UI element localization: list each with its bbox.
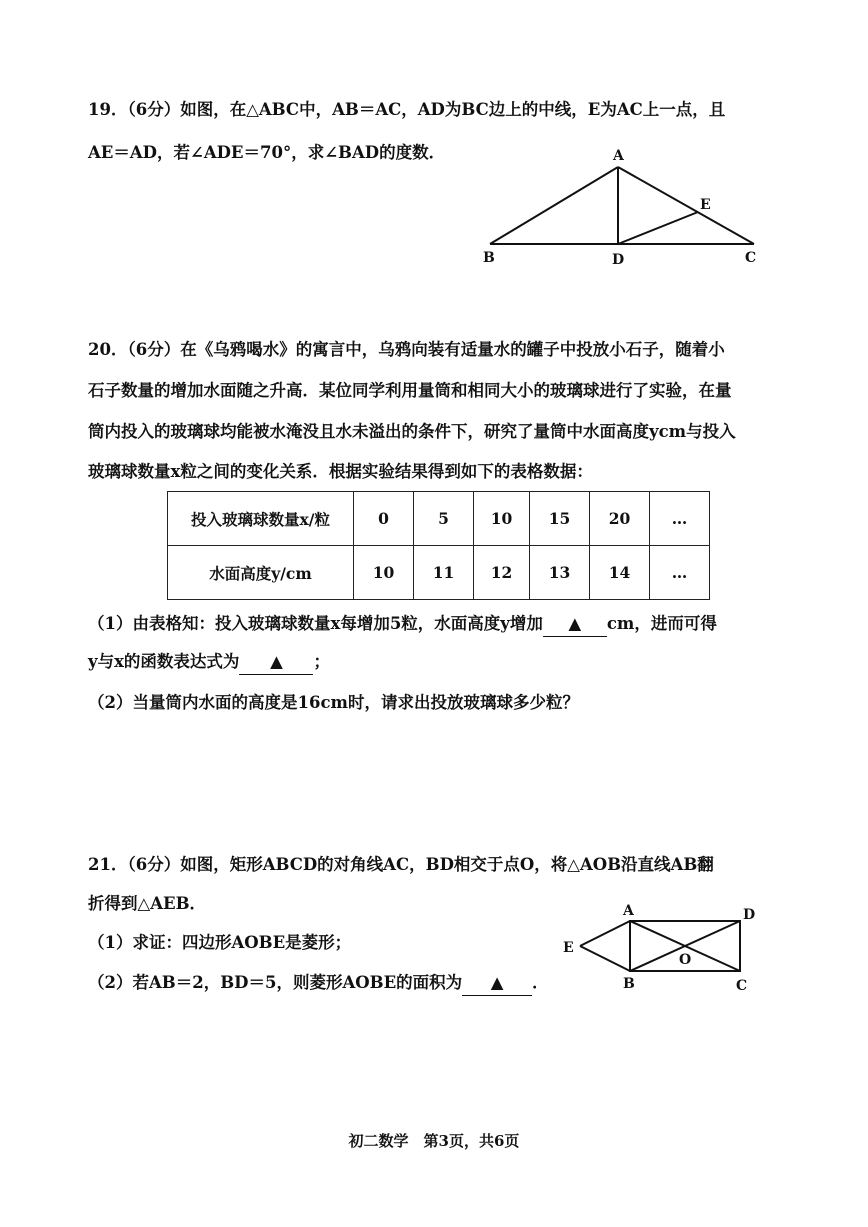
point-b-label: B — [623, 976, 635, 992]
table-cell: 0 — [354, 492, 414, 546]
point-d-label: D — [743, 907, 756, 923]
table-cell: 10 — [474, 492, 530, 546]
q20-line-2: 石子数量的增加水面随之升高．某位同学利用量筒和相同大小的玻璃球进行了实验，在量 — [88, 381, 732, 400]
answer-blank: ▲ — [462, 971, 532, 996]
table-header-y: 水面高度y/cm — [168, 546, 354, 600]
q20-part-2: （2）当量筒内水面的高度是16cm时，请求出投放玻璃球多少粒？ — [88, 693, 579, 712]
triangle-abc-figure — [480, 145, 770, 270]
table-cell: 13 — [530, 546, 590, 600]
q21-part-2: （2）若AB＝2，BD＝5，则菱形AOBE的面积为 ▲ ． — [88, 971, 549, 996]
point-e-label: E — [700, 197, 711, 213]
rhombus-rectangle-figure — [560, 898, 770, 998]
data-table — [167, 491, 710, 600]
table-cell: 11 — [414, 546, 474, 600]
point-c-label: C — [736, 978, 748, 994]
table-cell: … — [650, 492, 710, 546]
table-cell: … — [650, 546, 710, 600]
table-header-x: 投入玻璃球数量x/粒 — [168, 492, 354, 546]
q20-line-3: 筒内投入的玻璃球均能被水淹没且水未溢出的条件下，研究了量筒中水面高度ycm与投入 — [88, 422, 736, 441]
point-e-label: E — [563, 940, 574, 956]
q20-part-1-cont: y与x的函数表达式为 ▲ ； — [88, 650, 330, 675]
table-cell: 12 — [474, 546, 530, 600]
point-a-label: A — [623, 903, 634, 919]
q19-line-2: AE＝AD，若∠ADE＝70°，求∠BAD的度数． — [88, 143, 446, 162]
q21-line-1: 21．（6分）如图，矩形ABCD的对角线AC，BD相交于点O，将△AOB沿直线AB翻 — [88, 855, 714, 874]
point-b-label: B — [483, 250, 495, 266]
table-row — [168, 492, 710, 546]
point-o-label: O — [679, 952, 692, 968]
answer-blank: ▲ — [543, 612, 607, 637]
point-d-label: D — [612, 252, 625, 268]
answer-blank: ▲ — [239, 650, 313, 675]
point-c-label: C — [745, 250, 757, 266]
page-footer: 初二数学 第3页，共6页 — [348, 1132, 520, 1150]
q19-line-1: 19．（6分）如图，在△ABC中，AB＝AC，AD为BC边上的中线，E为AC上一点，且 — [88, 100, 726, 119]
table-cell: 10 — [354, 546, 414, 600]
q20-line-4: 玻璃球数量x粒之间的变化关系．根据实验结果得到如下的表格数据： — [88, 462, 593, 481]
table-cell: 15 — [530, 492, 590, 546]
q21-part-1: （1）求证：四边形AOBE是菱形； — [88, 933, 352, 952]
q20-line-1: 20．（6分）在《乌鸦喝水》的寓言中，乌鸦向装有适量水的罐子中投放小石子，随着小 — [88, 340, 725, 359]
table-cell: 5 — [414, 492, 474, 546]
table-cell: 14 — [590, 546, 650, 600]
q21-line-2: 折得到△AEB． — [88, 894, 207, 913]
point-a-label: A — [613, 148, 624, 164]
q20-part-1: （1）由表格知：投入玻璃球数量x每增加5粒，水面高度y增加 ▲ cm，进而可得 — [88, 612, 717, 637]
table-cell: 20 — [590, 492, 650, 546]
table-row — [168, 546, 710, 600]
